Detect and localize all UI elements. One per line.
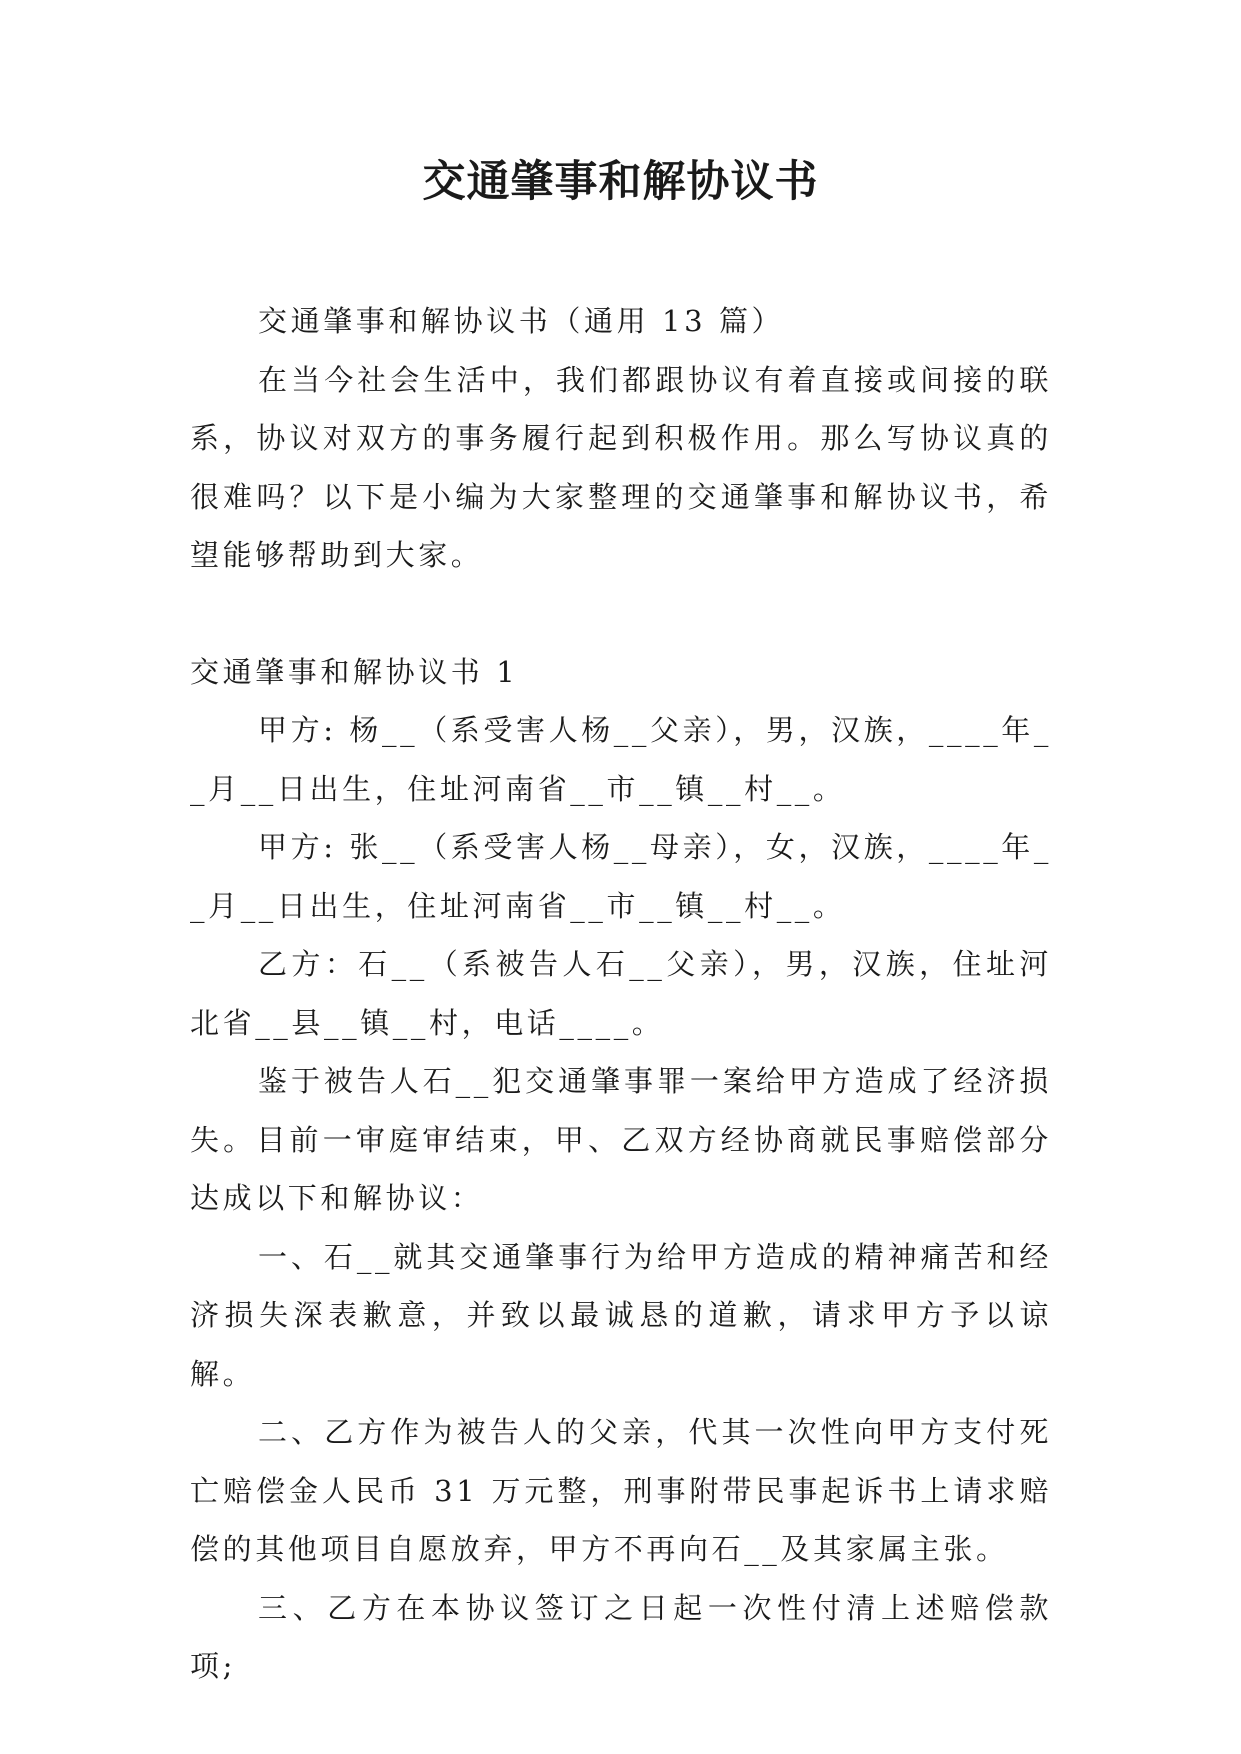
party-a-mother: 甲方: 张__（系受害人杨__母亲），女，汉族，____年__月__日出生，住址河南省__市__镇__村__。 bbox=[190, 830, 1052, 923]
intro-paragraph: 在当今社会生活中，我们都跟协议有着直接或间接的联系，协议对双方的事务履行起到积极作用。那么写协议真的很难吗？以下是小编为大家整理的交通肇事和解协议书，希望能够帮助到大家。 bbox=[190, 362, 1052, 572]
party-a-father: 甲方: 杨__（系受害人杨__父亲），男，汉族，____年__月__日出生，住址河南省__市__镇__村__。 bbox=[190, 713, 1052, 806]
clause-2: 二、乙方作为被告人的父亲，代其一次性向甲方支付死亡赔偿金人民币 31 万元整，刑事附带民事起诉书上请求赔偿的其他项目自愿放弃，甲方不再向石__及其家属主张。 bbox=[190, 1415, 1052, 1566]
section-heading: 交通肇事和解协议书 1 bbox=[190, 654, 519, 689]
preamble-paragraph: 鉴于被告人石__犯交通肇事罪一案给甲方造成了经济损失。目前一审庭审结束，甲、乙双方经协商就民事赔偿部分达成以下和解协议： bbox=[190, 1064, 1052, 1215]
subtitle: 交通肇事和解协议书（通用 13 篇） bbox=[258, 304, 785, 338]
clause-3: 三、乙方在本协议签订之日起一次性付清上述赔偿款项; bbox=[190, 1590, 1052, 1683]
clause-1: 一、石__就其交通肇事行为给甲方造成的精神痛苦和经济损失深表歉意，并致以最诚恳的道歉，请求甲方予以谅解。 bbox=[190, 1239, 1052, 1391]
party-b: 乙方：石__（系被告人石__父亲），男，汉族，住址河北省__县__镇__村，电话____。 bbox=[190, 947, 1052, 1040]
document-title: 交通肇事和解协议书 bbox=[422, 157, 819, 207]
section-spacer bbox=[190, 585, 1052, 643]
document-body bbox=[190, 292, 1052, 1696]
